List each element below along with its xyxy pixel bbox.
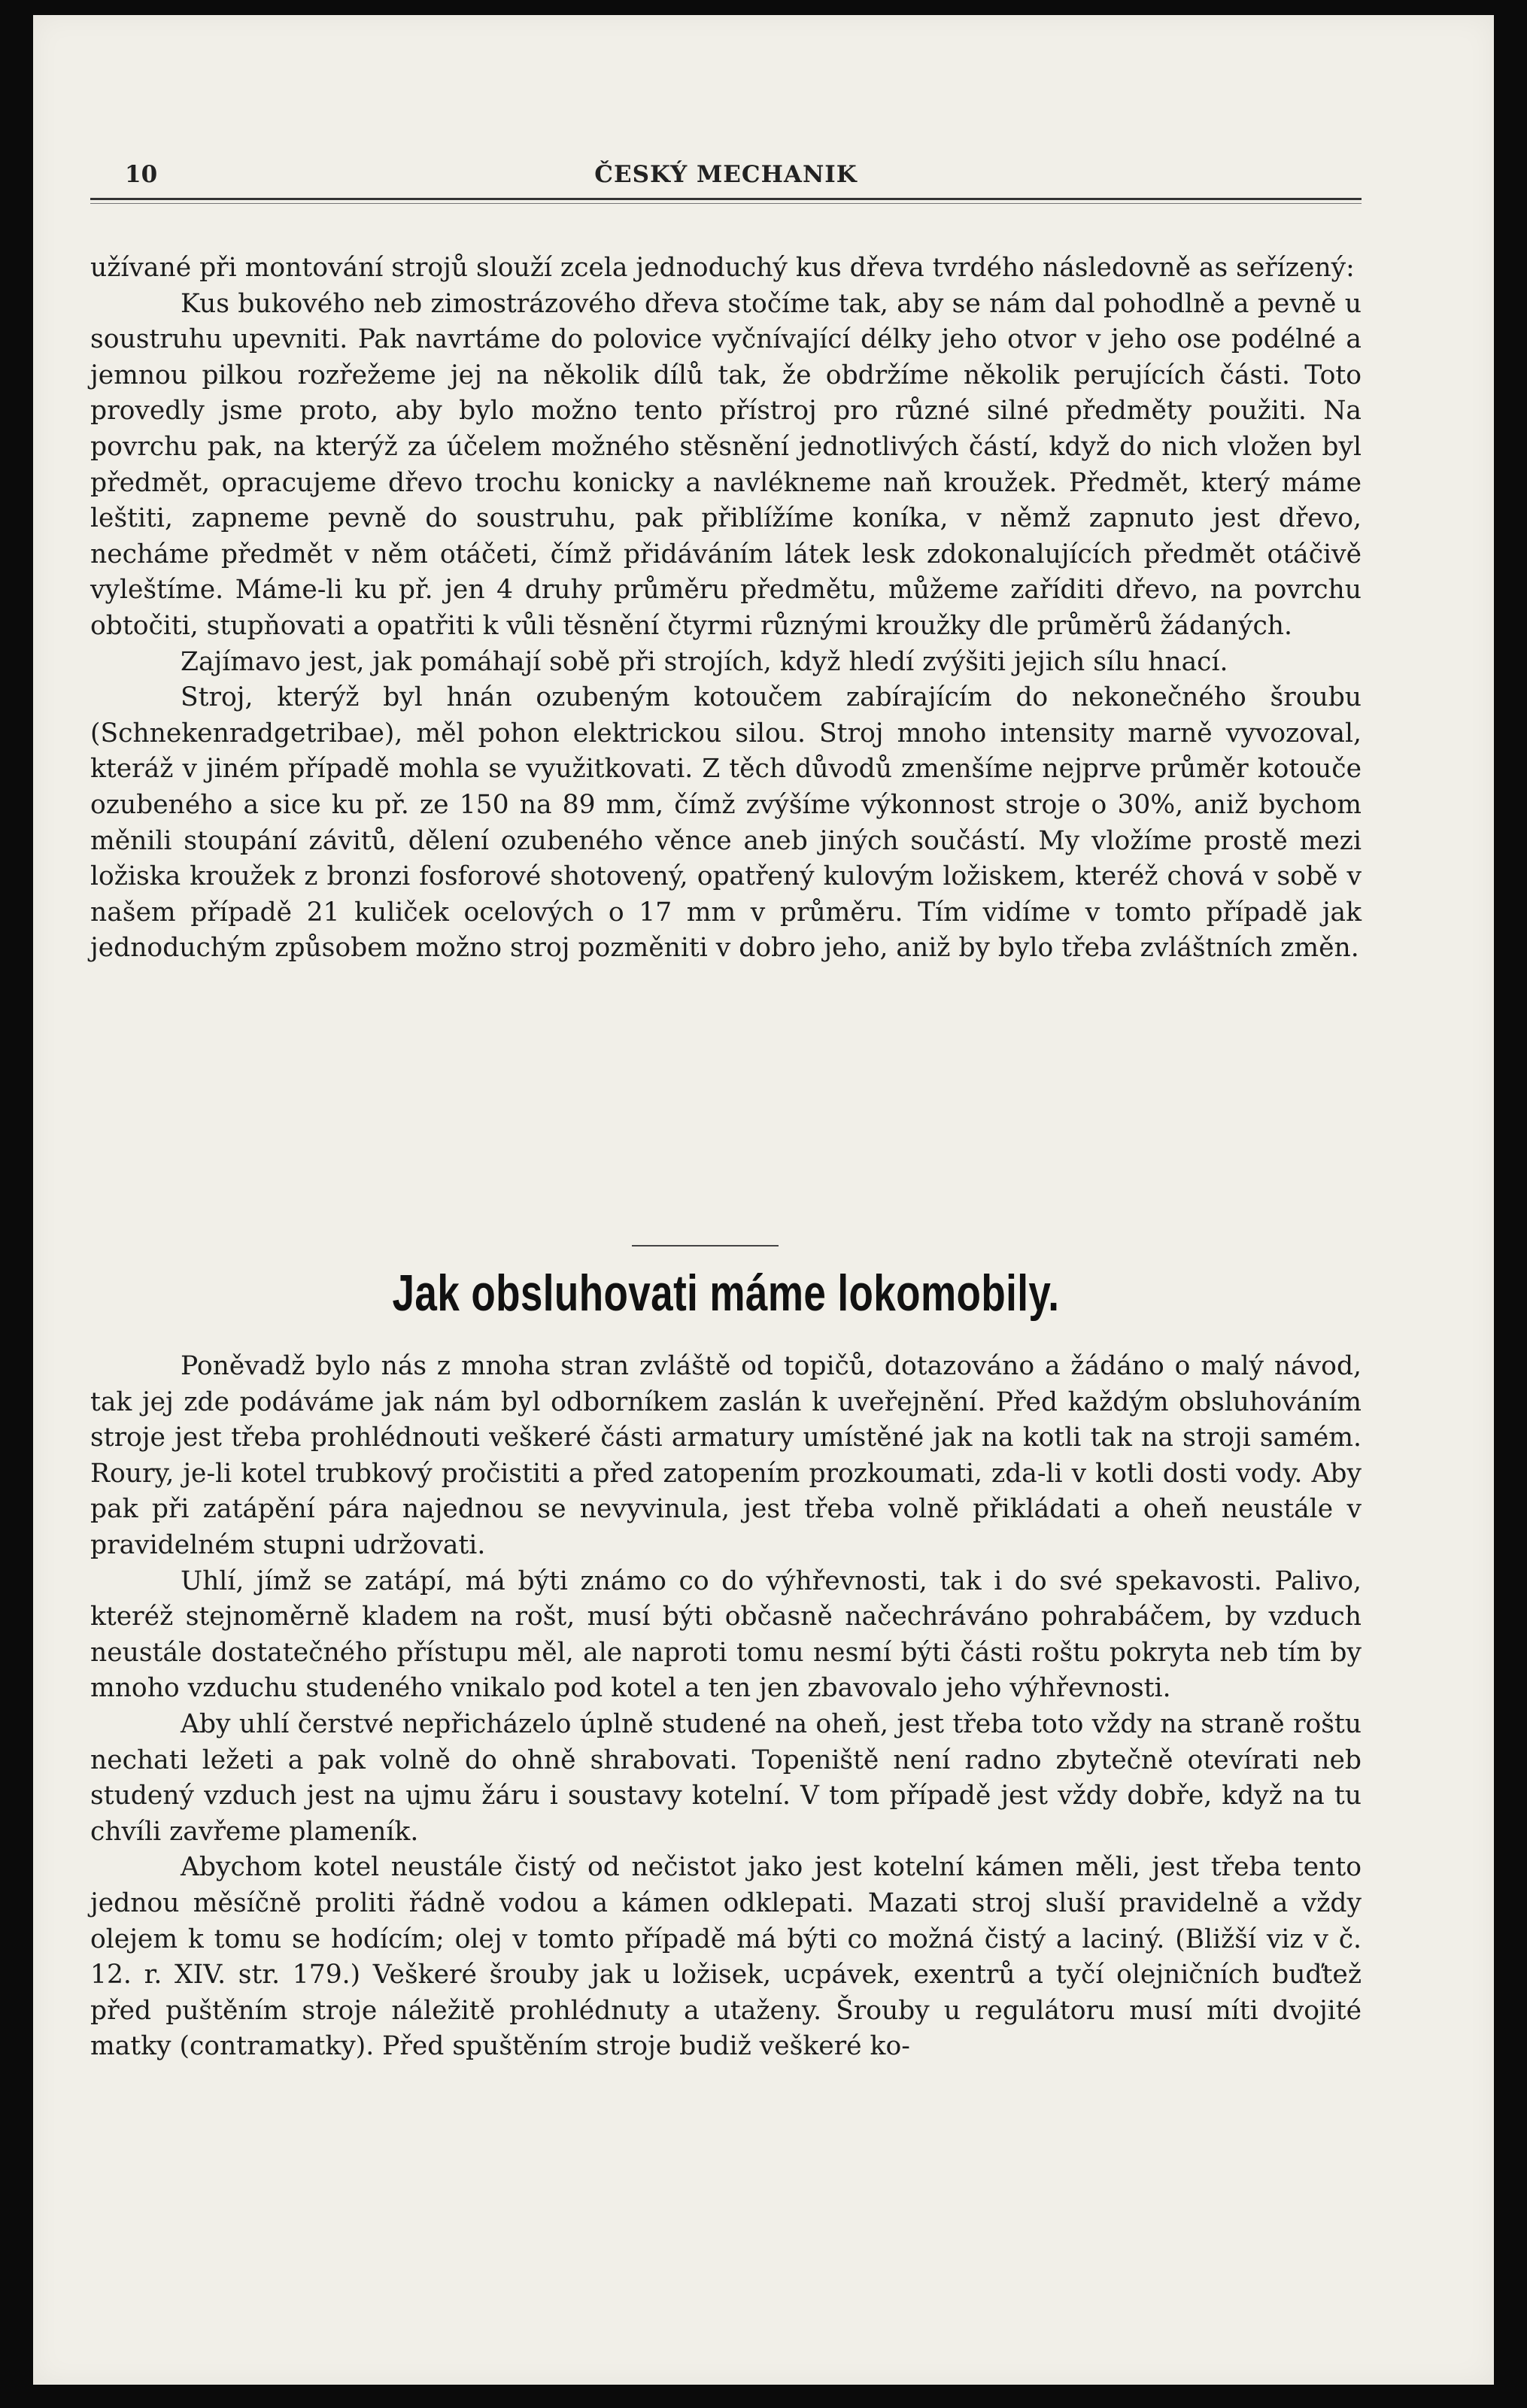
section-divider [632, 1245, 779, 1247]
paragraph: Aby uhlí čerstvé nepřicházelo úplně studené na oheň, jest třeba toto vždy na straně roštu nechati ležeti a pak volně do ohně shrabovati. Topeniště není radno zbytečně otevírati neb studený vzduch jest na ujmu žáru i soustavy kotelní. V tom případě jest vždy dobře, když na tu chvíli zavřeme plameník. [90, 1708, 1362, 1847]
paragraph: Uhlí, jímž se zatápí, má býti známo co do výhřevnosti, tak i do své spekavosti. Palivo, kteréž stejnoměrně kladem na rošt, musí býti občasně načechráváno pohrabáčem, by vzduch neustále dostatečného přístupu měl, ale naproti tomu nesmí býti části roštu pokryta neb tím by mnoho vzduchu studeného vnikalo pod kotel a ten jen zbavovalo jeho výhřevnosti. [90, 1565, 1362, 1704]
header-rule [90, 198, 1362, 200]
running-header [90, 156, 1362, 190]
header-rule-thin [90, 203, 1362, 204]
section-previous-article [90, 251, 1362, 967]
running-title: ČESKÝ MECHANIK [594, 161, 858, 188]
paragraph: Abychom kotel neustále čistý od nečistot jako jest kotelní kámen měli, jest třeba tento jednou měsíčně proliti řádně vodou a kámen odklepati. Mazati stroj sluší pravidelně a vždy olejem k tomu se hodícím; olej v tomto případě má býti co možná čistý a laciný. (Bližší viz v č. 12. r. XIV. str. 179.) Veškeré šrouby jak u ložisek, ucpávek, exentrů a tyčí olejničních buďtež před puštěním stroje náležitě prohlédnuty a utaženy. Šrouby u regulátoru musí míti dvojité matky (contramatky). Před spuštěním stroje budiž veškeré ko- [90, 1852, 1362, 2062]
article-body [90, 1349, 1362, 2065]
paragraph: Stroj, kterýž byl hnán ozubeným kotoučem zabírajícím do nekonečného šroubu (Schnekenradgetribae), měl pohon elektrickou silou. Stroj mnoho intensity marně vyvozoval, kteráž v jiném případě mohla se využitkovati. Z těch důvodů zmenšíme nejprve průměr kotouče ozubeného a sice ku př. ze 150 na 89 mm, čímž zvýšíme výkonnost stroje o 30%, aniž bychom měnili stoupání závitů, dělení ozubeného věnce aneb jiných součástí. My vložíme prostě mezi ložiska kroužek z bronzi fosforové shotovený, opatřený kulovým ložiskem, kteréž chová v sobě v našem případě 21 kuliček ocelových o 17 mm v průměru. Tím vidíme v tomto případě jak jednoduchým způsobem možno stroj pozměniti v dobro jeho, aniž by bylo třeba zvláštních změn. [90, 682, 1362, 964]
article-title: Jak obsluhovati máme lokomobily. [392, 1265, 1060, 1322]
paragraph: Poněvadž bylo nás z mnoha stran zvláště od topičů, dotazováno a žádáno o malý návod, tak jej zde podáváme jak nám byl odborníkem zaslán k uveřejnění. Před každým obsluhováním stroje jest třeba prohlédnouti veškeré části armatury umístěné jak na kotli tak na stroji samém. Roury, je-li kotel trubkový pročistiti a před zatopením prozkoumati, zda-li v kotli dosti vody. Aby pak při zatápění pára najednou se nevyvinula, jest třeba volně přikládati a oheň neustále v pravidelném stupni udržovati. [90, 1351, 1362, 1560]
paragraph: Kus bukového neb zimostrázového dřeva stočíme tak, aby se nám dal pohodlně a pevně u soustruhu upevniti. Pak navrtáme do polovice vyčnívající délky jeho otvor v jeho ose podélné a jemnou pilkou rozřežeme jej na několik dílů tak, že obdržíme několik perujících části. Toto provedly jsme proto, aby bylo možno tento přístroj pro různé silné předměty použiti. Na povrchu pak, na kterýž za účelem možného stěsnění jednotlivých částí, když do nich vložen byl předmět, opracujeme dřevo trochu konicky a navlékneme naň kroužek. Předmět, který máme leštiti, zapneme pevně do soustruhu, pak přiblížíme koníka, v němž zapnuto jest dřevo, necháme předmět v něm otáčeti, čímž přidáváním látek lesk zdokonalujících předmět otáčivě vyleštíme. Máme-li ku př. jen 4 druhy průměru předmětu, můžeme zaříditi dřevo, na povrchu obtočiti, stupňovati a opatřiti k vůli těsnění čtyrmi různými kroužky dle průměrů žádaných. [90, 288, 1362, 641]
page-number: 10 [125, 161, 158, 188]
paragraph: Zajímavo jest, jak pomáhají sobě při strojích, když hledí zvýšiti jejich sílu hnací. [181, 646, 1228, 677]
paragraph: užívané při montování strojů slouží zcela jednoduchý kus dřeva tvrdého následovně as seřízený: [90, 253, 1355, 283]
